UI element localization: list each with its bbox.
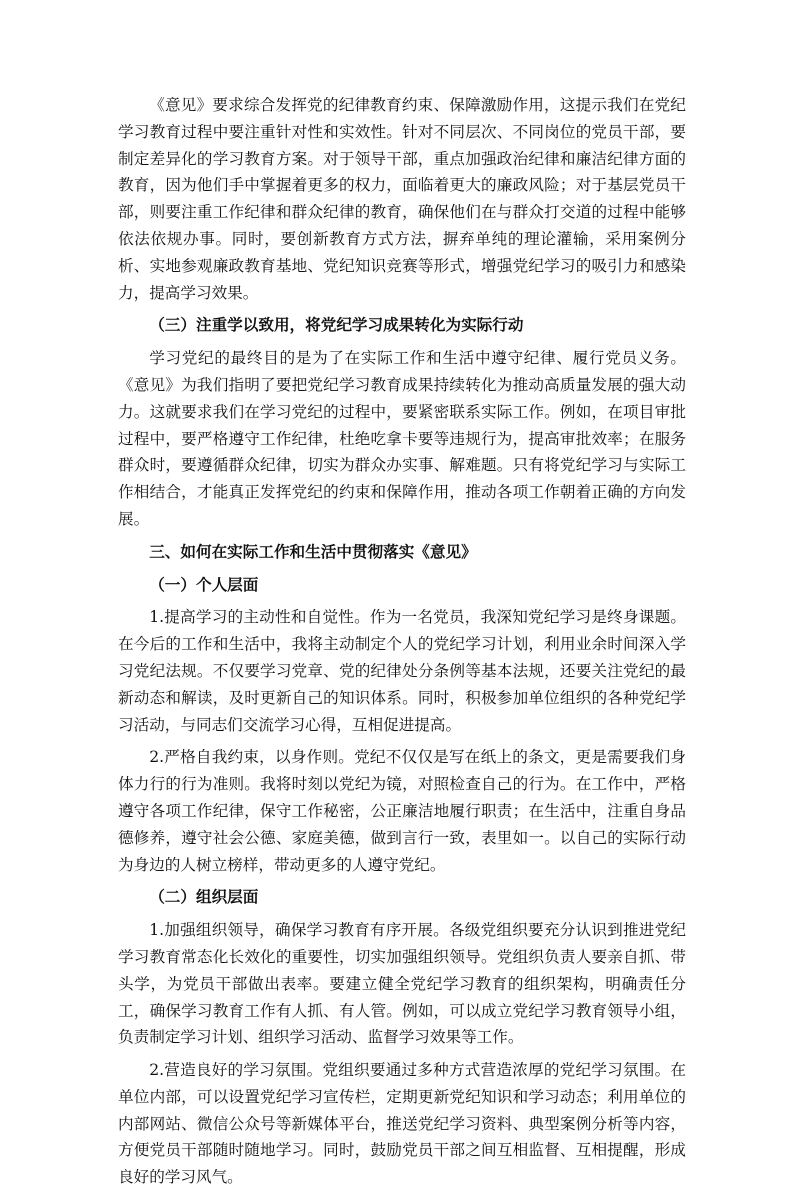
chapter-heading-implementation: 三、如何在实际工作和生活中贯彻落实《意见》 [149, 542, 477, 561]
document-body [118, 92, 686, 1197]
paragraph-organization-atmosphere: 2.营造良好的学习氛围。党组织要通过多种方式营造浓厚的党纪学习氛围。在单位内部，可以设置党纪学习宣传栏，定期更新党纪知识和学习动态；利用单位的内部网站、微信公众号等新媒体平台，推送党纪学习资料、典型案例分析等内容，方便党员干部随时随地学习。同时，鼓励党员干部之间互相监督、互相提醒，形成良好的学习风气。 [118, 1061, 686, 1187]
paragraph-individual-initiative: 1.提高学习的主动性和自觉性。作为一名党员，我深知党纪学习是终身课题。在今后的工作和生活中，我将主动制定个人的党纪学习计划，利用业余时间深入学习党纪法规。不仅要学习党章、党的纪律处分条例等基本法规，还要关注党纪的最新动态和解读，及时更新自己的知识体系。同时，积极参加单位组织的各种党纪学习活动，与同志们交流学习心得，互相促进提高。 [118, 608, 686, 734]
paragraph-organization-leadership: 1.加强组织领导，确保学习教育有序开展。各级党组织要充分认识到推进党纪学习教育常态化长效化的重要性，切实加强组织领导。党组织负责人要亲自抓、带头学，为党员干部做出表率。要建立健全党纪学习教育的组织架构，明确责任分工，确保学习教育工作有人抓、有人管。例如，可以成立党纪学习教育领导小组，负责制定学习计划、组织学习活动、监督学习效果等工作。 [118, 921, 686, 1047]
paragraph-apply-learning: 学习党纪的最终目的是为了在实际工作和生活中遵守纪律、履行党员义务。《意见》为我们指明了要把党纪学习教育成果持续转化为推动高质量发展的强大动力。这就要求我们在学习党纪的过程中，要紧密联系实际工作。例如，在项目审批过程中，要严格遵守工作纪律，杜绝吃拿卡要等违规行为，提高审批效率；在服务群众时，要遵循群众纪律，切实为群众办实事、解难题。只有将党纪学习与实际工作相结合，才能真正发挥党纪的约束和保障作用，推动各项工作朝着正确的方向发展。 [118, 349, 686, 528]
section-heading-individual: （一）个人层面 [149, 575, 259, 594]
section-heading-organization: （二）组织层面 [149, 888, 259, 907]
paragraph-differentiated-education: 《意见》要求综合发挥党的纪律教育约束、保障激励作用，这提示我们在党纪学习教育过程中要注重针对性和实效性。针对不同层次、不同岗位的党员干部，要制定差异化的学习教育方案。对于领导干部，重点加强政治纪律和廉洁纪律方面的教育，因为他们手中掌握着更多的权力，面临着更大的廉政风险；对于基层党员干部，则要注重工作纪律和群众纪律的教育，确保他们在与群众打交道的过程中能够依法依规办事。同时，要创新教育方式方法，摒弃单纯的理论灌输，采用案例分析、实地参观廉政教育基地、党纪知识竞赛等形式，增强党纪学习的吸引力和感染力，提高学习效果。 [118, 96, 686, 302]
section-heading-apply-learning: （三）注重学以致用，将党纪学习成果转化为实际行动 [149, 316, 524, 335]
paragraph-individual-self-discipline: 2.严格自我约束，以身作则。党纪不仅仅是写在纸上的条文，更是需要我们身体力行的行为准则。我将时刻以党纪为镜，对照检查自己的行为。在工作中，严格遵守各项工作纪律，保守工作秘密，公正廉洁地履行职责；在生活中，注重自身品德修养，遵守社会公德、家庭美德，做到言行一致，表里如一。以自己的实际行动为身边的人树立榜样，带动更多的人遵守党纪。 [118, 748, 686, 874]
